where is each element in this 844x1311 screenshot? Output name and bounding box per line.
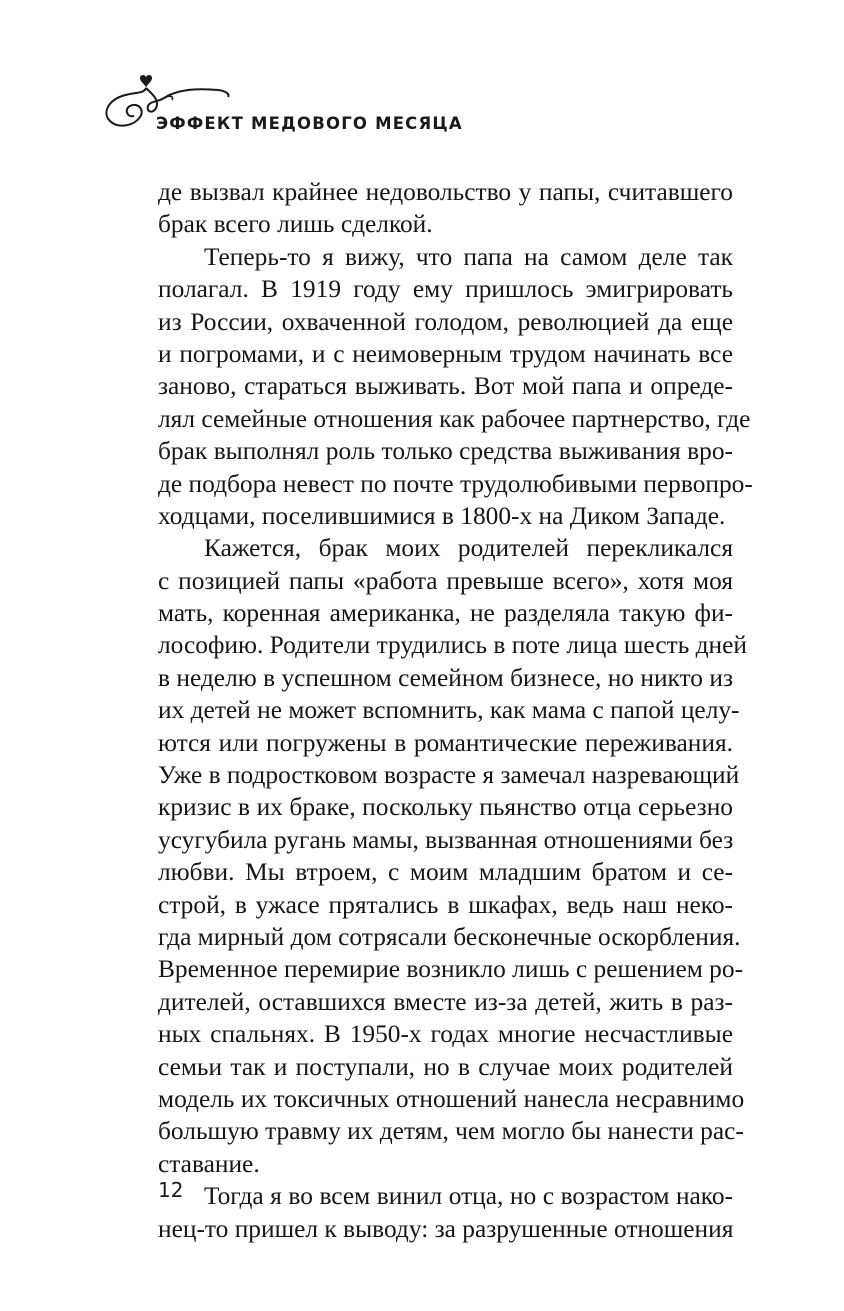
text-line: и погромами, и с неимоверным трудом начинать все bbox=[158, 339, 733, 368]
text-line: гда мирный дом сотрясали бесконечные оскорбления. bbox=[158, 922, 741, 951]
text-line: лософию. Родители трудились в поте лица шесть дней bbox=[158, 631, 747, 660]
text-line: Тогда я во всем винил отца, но с возрастом нако- bbox=[204, 1182, 733, 1211]
text-line: ных спальнях. В 1950-х годах многие несчастливые bbox=[158, 1020, 733, 1049]
book-title: ЭФФЕКТ МЕДОВОГО МЕСЯЦА bbox=[156, 114, 463, 133]
running-header bbox=[100, 68, 520, 148]
text-line: Уже в подростковом возрасте я замечал назревающий bbox=[158, 761, 740, 790]
text-line: большую травму их детям, чем могло бы нанести рас- bbox=[158, 1117, 744, 1146]
page-number: 12 bbox=[158, 1178, 184, 1202]
text-line: де подбора невест по почте трудолюбивыми первопро- bbox=[158, 469, 753, 498]
text-line: Временное перемирие возникло лишь с решением ро- bbox=[158, 955, 744, 984]
text-line: брак всего лишь сделкой. bbox=[158, 210, 433, 239]
text-line: с позицией папы «работа превыше всего», хотя моя bbox=[158, 566, 733, 595]
text-line: де вызвал крайнее недовольство у папы, считавшего bbox=[158, 178, 733, 206]
text-line: брак выполнял роль только средства выживания вро- bbox=[158, 437, 733, 466]
text-line: из России, охваченной голодом, революцией да еще bbox=[158, 307, 733, 336]
page-body-text bbox=[158, 176, 753, 1245]
text-line: Кажется, брак моих родителей перекликался bbox=[204, 534, 733, 563]
text-line: полагал. В 1919 году ему пришлось эмигрировать bbox=[158, 275, 733, 304]
text-line: усугубила ругань мамы, вызванная отношениями без bbox=[158, 825, 734, 854]
text-line: модель их токсичных отношений нанесла несравнимо bbox=[158, 1084, 745, 1113]
text-line: ставание. bbox=[158, 1149, 260, 1178]
text-line: в неделю в успешном семейном бизнесе, но никто из bbox=[158, 663, 733, 692]
text-line: семьи так и поступали, но в случае моих родителей bbox=[158, 1052, 733, 1081]
text-line: их детей не может вспомнить, как мама с папой целу- bbox=[158, 696, 740, 725]
text-line: лял семейные отношения как рабочее партнерство, где bbox=[158, 404, 751, 433]
text-line: заново, стараться выживать. Вот мой папа и опреде- bbox=[158, 372, 733, 401]
text-line: любви. Мы втроем, с моим младшим братом и се- bbox=[158, 858, 733, 887]
text-line: кризис в их браке, поскольку пьянство отца серьезно bbox=[158, 793, 733, 822]
text-line: ходцами, поселившимися в 1800-х на Диком Западе. bbox=[158, 501, 726, 530]
text-line: мать, коренная американка, не разделяла такую фи- bbox=[158, 599, 733, 628]
text-line: ются или погружены в романтические переживания. bbox=[158, 728, 733, 757]
text-line: Теперь-то я вижу, что папа на самом деле так bbox=[204, 242, 733, 271]
text-line: строй, в ужасе прятались в шкафах, ведь наш неко- bbox=[158, 890, 733, 919]
text-line: нец-то пришел к выводу: за разрушенные отношения bbox=[158, 1214, 734, 1243]
text-line: дителей, оставшихся вместе из-за детей, жить в раз- bbox=[158, 987, 733, 1016]
